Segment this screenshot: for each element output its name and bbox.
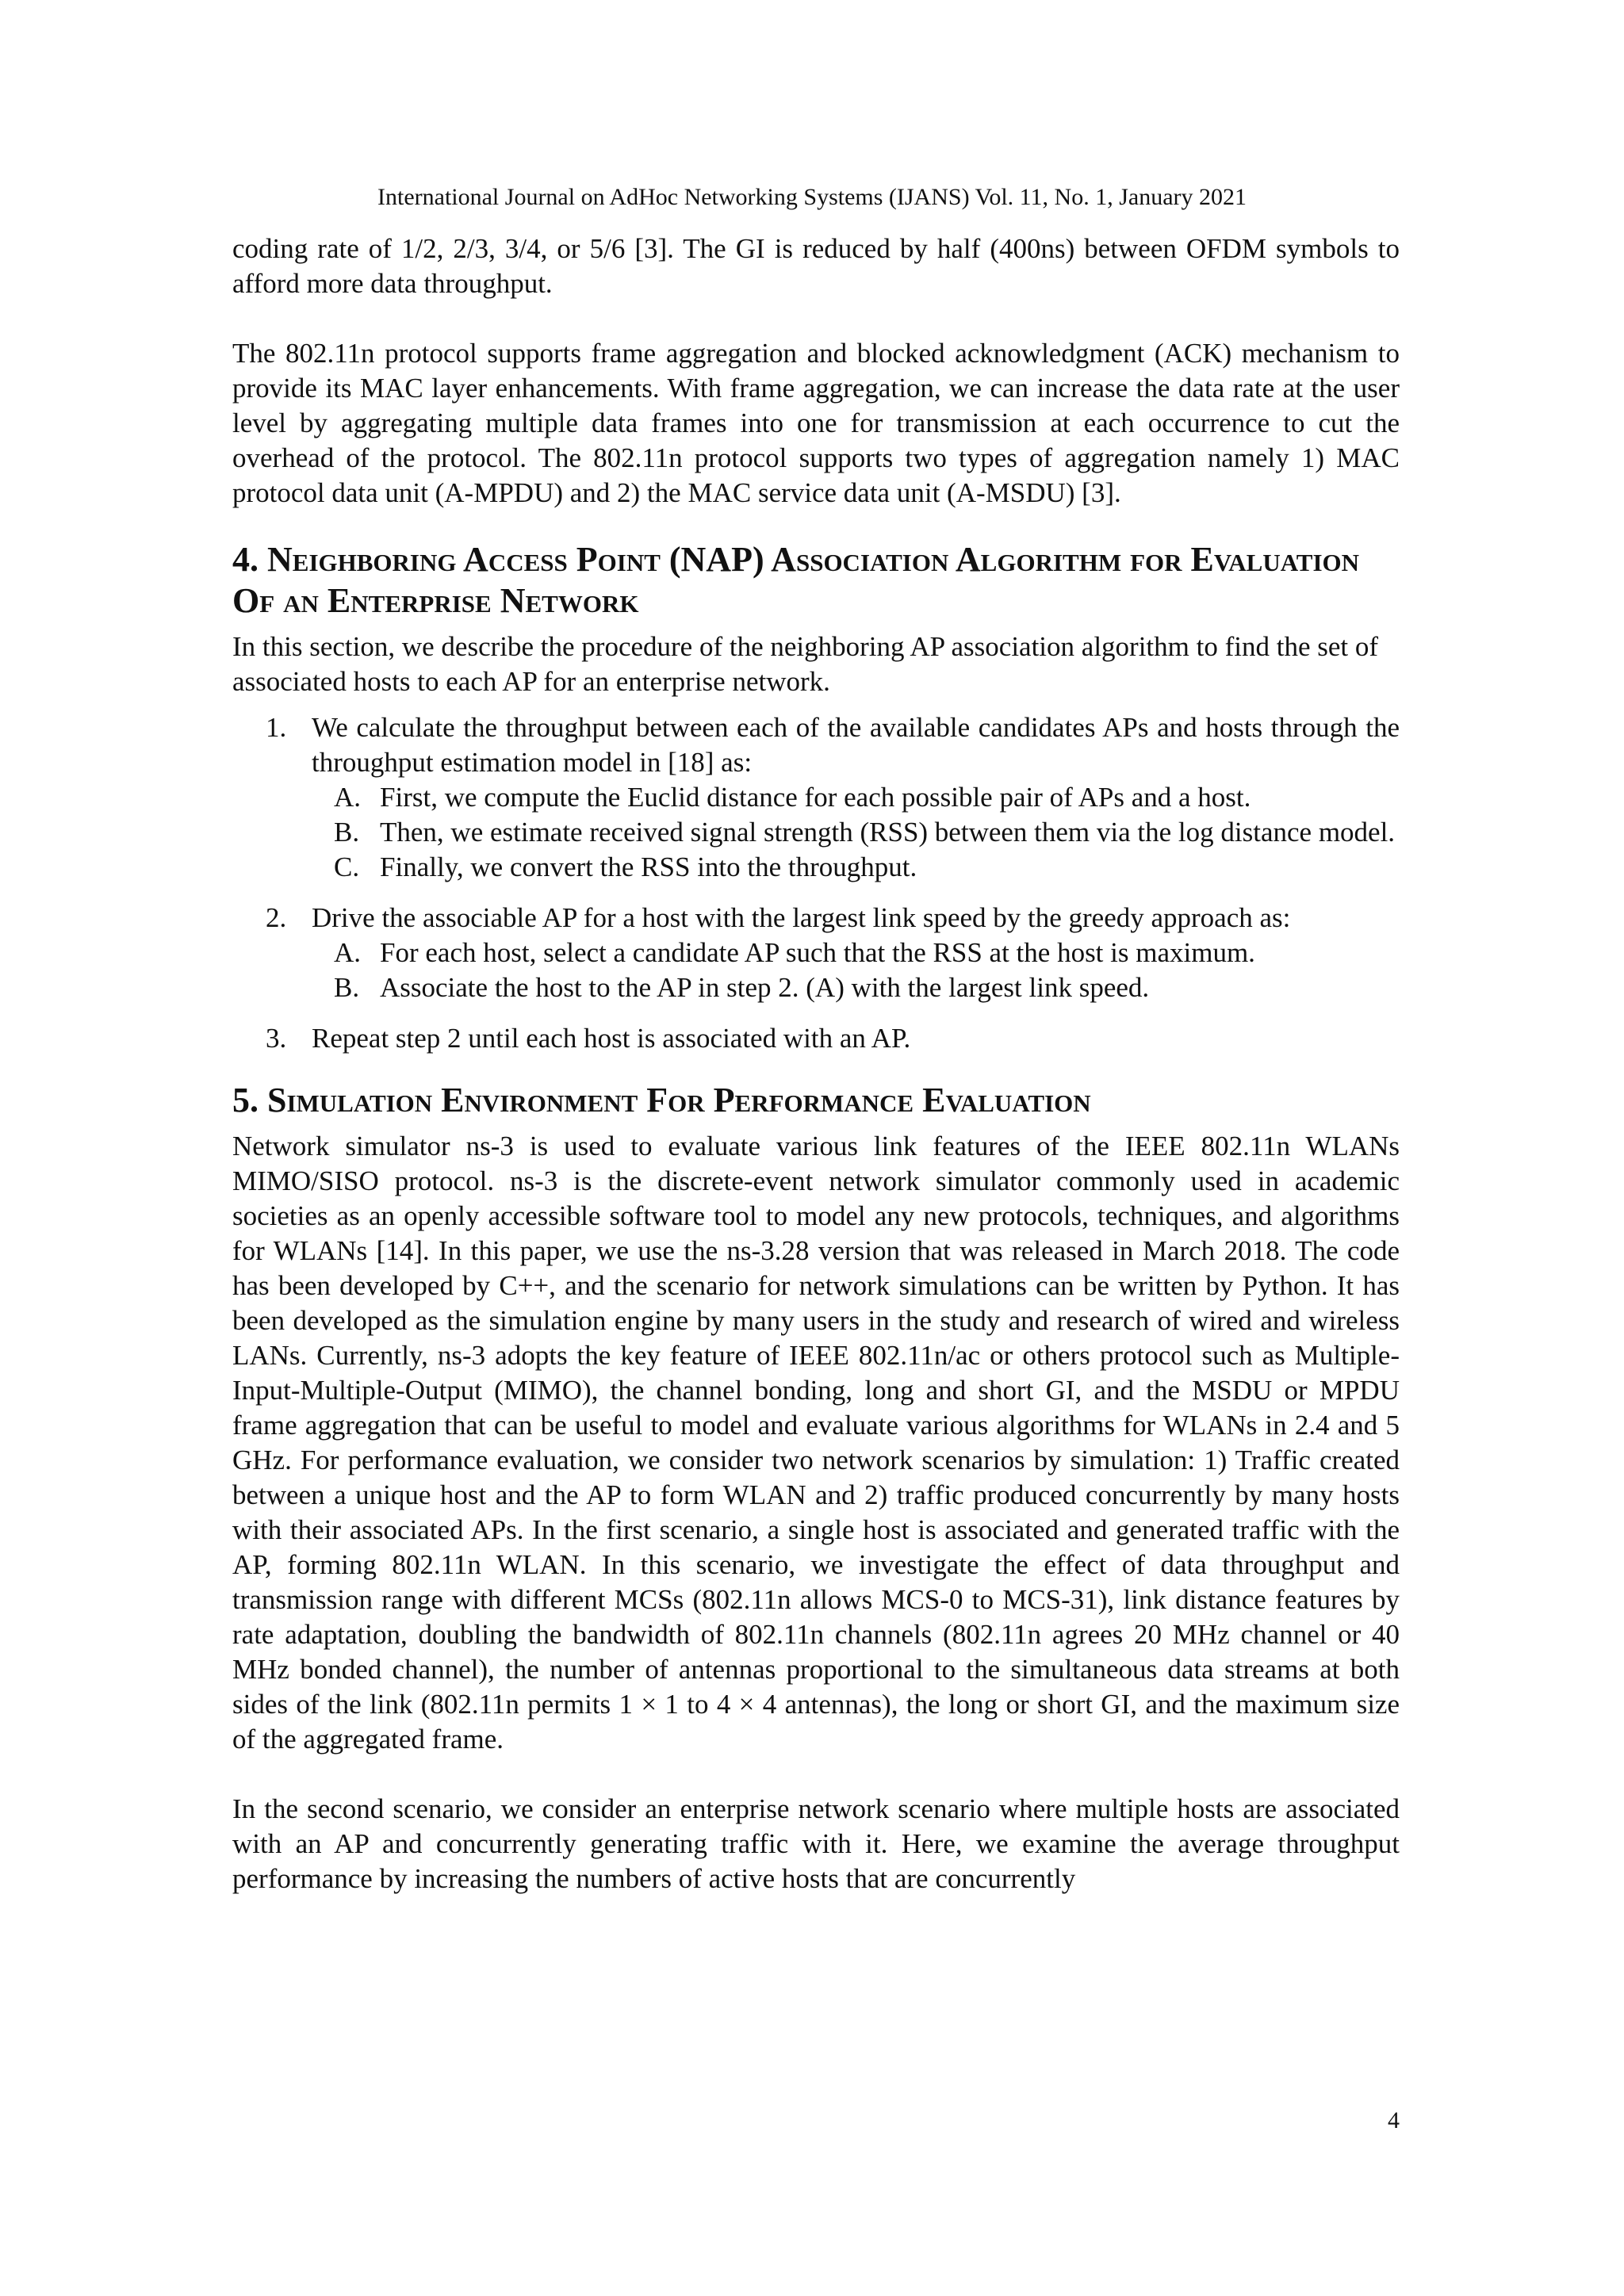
algorithm-step — [232, 901, 1400, 1005]
sub-step — [312, 936, 1400, 970]
sub-step-text: First, we compute the Euclid distance for each possible pair of APs and a host. — [380, 782, 1251, 813]
running-header: International Journal on AdHoc Networking Systems (IJANS) Vol. 11, No. 1, January 2021 — [377, 184, 1247, 210]
body-paragraph: In the second scenario, we consider an enterprise network scenario where multiple hosts are associated with an AP and concurrently generating traffic with it. Here, we examine the average throughput performance by increasing the numbers of active hosts that are concurrently — [232, 1793, 1400, 1894]
sub-step — [312, 970, 1400, 1005]
section-number: 5. — [232, 1081, 259, 1119]
sub-step-letter: B. — [334, 972, 360, 1003]
step-text: Drive the associable AP for a host with the largest link speed by the greedy approach as: — [312, 902, 1291, 933]
sub-steps — [312, 780, 1400, 885]
body-paragraph: The 802.11n protocol supports frame aggregation and blocked acknowledgment (ACK) mechanism to provide its MAC layer enhancements. With frame aggregation, we can increase the data rate at the user level by aggregating multiple data frames into one for transmission at each occurrence to cut the overhead of the protocol. The 802.11n protocol supports two types of aggregation namely 1) MAC protocol data unit (A-MPDU) and 2) the MAC service data unit (A-MSDU) [3]. — [232, 338, 1400, 508]
sub-step — [312, 780, 1400, 815]
sub-step-text: Finally, we convert the RSS into the throughput. — [380, 851, 917, 882]
algorithm-step — [232, 1021, 1400, 1056]
sub-step-text: For each host, select a candidate AP such that the RSS at the host is maximum. — [380, 937, 1255, 968]
section-number: 4. — [232, 540, 259, 579]
sub-steps — [312, 936, 1400, 1005]
page-number: 4 — [1388, 2107, 1400, 2133]
sub-step-letter: A. — [334, 937, 362, 968]
sub-step-text: Then, we estimate received signal strength (RSS) between them via the log distance model. — [380, 817, 1396, 848]
section-title: Neighboring Access Point (NAP) Association Algorithm for Evaluation Of an Enterprise Network — [232, 540, 1360, 620]
step-text: Repeat step 2 until each host is associated with an AP. — [312, 1023, 911, 1054]
sub-step-letter: B. — [334, 817, 360, 848]
step-text: We calculate the throughput between each of the available candidates APs and hosts through the throughput estimation model in [18] as: — [312, 712, 1400, 778]
step-number: 1. — [266, 712, 287, 743]
sub-step — [312, 815, 1400, 850]
section-5-heading — [232, 1080, 1400, 1121]
page-body — [232, 232, 1400, 1896]
section-4-heading — [232, 539, 1400, 622]
algorithm-step — [232, 710, 1400, 885]
section-4-intro: In this section, we describe the procedure of the neighboring AP association algorithm to find the set of associated hosts to each AP for an enterprise network. — [232, 631, 1379, 697]
section-title: Simulation Environment For Performance Evaluation — [267, 1081, 1091, 1119]
sub-step-text: Associate the host to the AP in step 2. (A) with the largest link speed. — [380, 972, 1150, 1003]
sub-step-letter: A. — [334, 782, 362, 813]
algorithm-steps — [232, 710, 1400, 1056]
body-paragraph: Network simulator ns-3 is used to evaluate various link features of the IEEE 802.11n WLANs MIMO/SISO protocol. ns-3 is the discrete-event network simulator commonly used in academic societies as an openly accessible software tool to model any new protocols, techniques, and algorithms for WLANs [14]. In this paper, we use the ns-3.28 version that was released in March 2018. The code has been developed by C++, and the scenario for network simulations can be written by Python. It has been developed as the simulation engine by many users in the study and research of wired and wireless LANs. Currently, ns-3 adopts the key feature of IEEE 802.11n/ac or others protocol such as Multiple-Input-Multiple-Output (MIMO), the channel bonding, long and short GI, and the MSDU or MPDU frame aggregation that can be useful to model and evaluate various algorithms for WLANs in 2.4 and 5 GHz. For performance evaluation, we consider two network scenarios by simulation: 1) Traffic created between a unique host and the AP to form WLAN and 2) traffic produced concurrently by many hosts with their associated APs. In the first scenario, a single host is associated and generated traffic with the AP, forming 802.11n WLAN. In this scenario, we investigate the effect of data throughput and transmission range with different MCSs (802.11n allows MCS-0 to MCS-31), link distance features by rate adaptation, doubling the bandwidth of 802.11n channels (802.11n agrees 20 MHz channel or 40 MHz bonded channel), the number of antennas proportional to the simultaneous data streams at both sides of the link (802.11n permits 1 × 1 to 4 × 4 antennas), the long or short GI, and the maximum size of the aggregated frame. — [232, 1131, 1400, 1755]
sub-step — [312, 850, 1400, 885]
step-number: 3. — [266, 1023, 287, 1054]
step-number: 2. — [266, 902, 287, 933]
sub-step-letter: C. — [334, 851, 360, 882]
body-paragraph: coding rate of 1/2, 2/3, 3/4, or 5/6 [3]. The GI is reduced by half (400ns) between OFDM symbols to afford more data throughput. — [232, 233, 1400, 299]
